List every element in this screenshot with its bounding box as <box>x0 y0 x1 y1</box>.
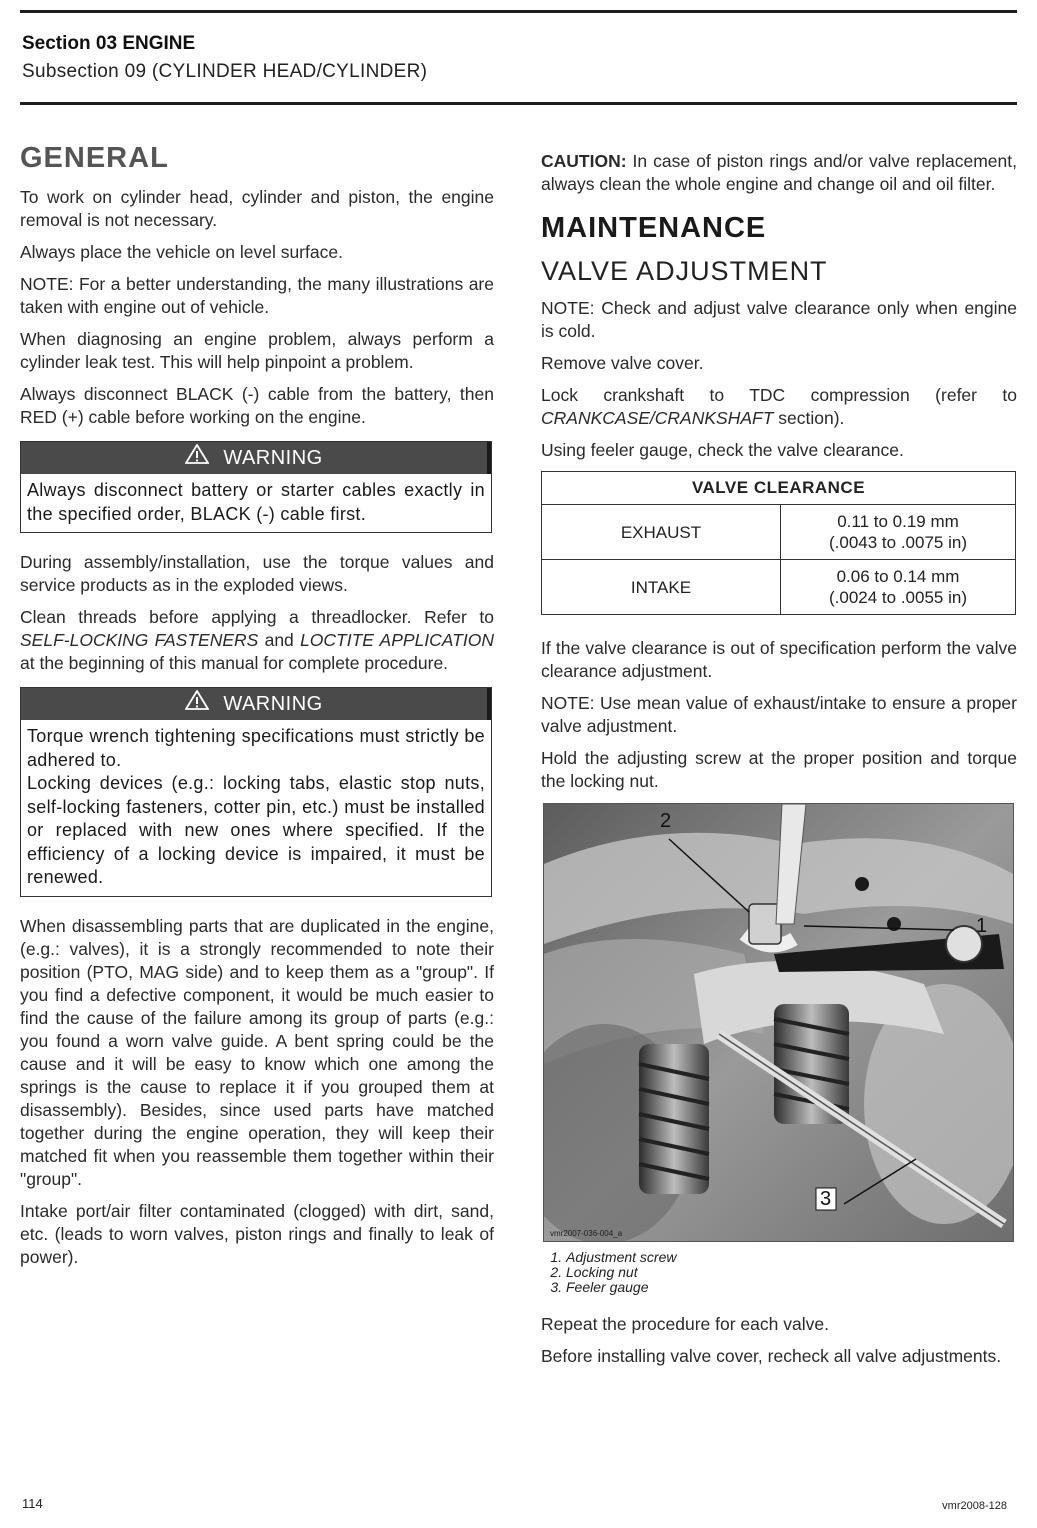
value-mm: 0.11 to 0.19 mm <box>837 512 959 531</box>
text-run: Clean threads before applying a threadlocker. Refer to <box>20 607 494 627</box>
warning-body <box>21 474 491 532</box>
valve-clearance-table <box>541 471 1016 615</box>
callout-2-label: 2 <box>660 810 672 832</box>
warning-body <box>21 720 491 896</box>
valve-spring-left <box>639 1044 709 1194</box>
document-code: vmr2008-128 <box>942 1500 1007 1512</box>
warning-header <box>21 442 491 474</box>
warning-text-1: Torque wrench tightening specifications must strictly be adhered to. <box>27 726 485 770</box>
warning-text-2: Locking devices (e.g.: locking tabs, elastic stop nuts, self-locking fasteners, cotter pin, etc.) must be installed or replaced with new ones where specified. If the efficiency of a locking device is impaired, it must be renewed. <box>27 773 485 887</box>
valve-adjustment-heading: VALVE ADJUSTMENT <box>541 256 828 286</box>
page-number: 114 <box>22 1496 43 1511</box>
note-label: NOTE: <box>541 298 595 318</box>
general-paragraph-1: To work on cylinder head, cylinder and piston, the engine removal is not necessary. <box>20 187 494 230</box>
step-out-of-spec: If the valve clearance is out of specification perform the valve clearance adjustment. <box>541 638 1017 681</box>
value-in: (.0043 to .0075 in) <box>829 533 967 552</box>
section-title: Section 03 ENGINE <box>22 33 196 54</box>
step-lock-crankshaft <box>541 384 1017 430</box>
callout-3-label: 3 <box>820 1188 832 1210</box>
note-text: For a better understanding, the many illustrations are taken with engine out of vehicle. <box>20 274 494 317</box>
reference-crankcase-crankshaft: CRANKCASE/CRANKSHAFT <box>541 408 774 428</box>
row-value <box>781 505 1016 560</box>
step-repeat: Repeat the procedure for each valve. <box>541 1314 829 1334</box>
warning-text: Always disconnect battery or starter cables exactly in the specified order, BLACK (-) cable first. <box>27 480 485 524</box>
note-text: Use mean value of exhaust/intake to ensure a proper valve adjustment. <box>541 693 1017 736</box>
row-value <box>781 560 1016 615</box>
text-run: and <box>258 630 301 650</box>
general-note <box>20 273 494 319</box>
general-paragraph-5: Always disconnect BLACK (-) cable from the battery, then RED (+) cable before working on the engine. <box>20 384 494 427</box>
step-hold-screw: Hold the adjusting screw at the proper position and torque the locking nut. <box>541 748 1017 791</box>
caution-text: In case of piston rings and/or valve replacement, always clean the whole engine and change oil and oil filter. <box>541 151 1017 194</box>
step-remove-cover: Remove valve cover. <box>541 353 704 373</box>
note-label: NOTE: <box>541 693 595 713</box>
general-heading: GENERAL <box>20 142 169 174</box>
maintenance-heading: MAINTENANCE <box>541 212 767 244</box>
note-text: Check and adjust valve clearance only when engine is cold. <box>541 298 1017 341</box>
general-paragraph-7 <box>20 606 494 675</box>
reference-self-locking-fasteners: SELF-LOCKING FASTENERS <box>20 630 259 650</box>
general-paragraph-2: Always place the vehicle on level surface. <box>20 242 343 262</box>
figure-code: vmr2007-036-004_a <box>550 1229 623 1238</box>
warning-header <box>21 688 491 720</box>
general-paragraph-6: During assembly/installation, use the torque values and service products as in the exploded views. <box>20 552 494 595</box>
value-mm: 0.06 to 0.14 mm <box>836 567 960 586</box>
step-recheck: Before installing valve cover, recheck all valve adjustments. <box>541 1346 1002 1366</box>
step-feeler-gauge: Using feeler gauge, check the valve clearance. <box>541 440 904 460</box>
valve-spring-right <box>774 1004 849 1124</box>
general-paragraph-9: Intake port/air filter contaminated (clogged) with dirt, sand, etc. (leads to worn valves, piston rings and finally to leak of power). <box>20 1200 494 1267</box>
text-run: at the beginning of this manual for complete procedure. <box>20 653 449 673</box>
reference-loctite-application: LOCTITE APPLICATION <box>300 630 494 650</box>
right-column <box>541 150 1017 1377</box>
value-in: (.0024 to .0055 in) <box>829 588 967 607</box>
note-label: NOTE: <box>20 274 74 294</box>
legend-item: 3. Feeler gauge <box>566 1280 1017 1295</box>
left-column <box>20 140 494 1278</box>
text-run: section). <box>773 408 845 428</box>
warning-triangle-icon <box>185 693 215 715</box>
valve-adjustment-figure <box>543 803 1014 1242</box>
general-paragraph-8: When disassembling parts that are duplicated in the engine, (e.g.: valves), it is a strongly recommended to note their position (PTO, MAG side) and to keep them as a "group". If you find a defective component, it would be much easier to find the cause of the failure among its group of parts (e.g.: you found a worn valve guide. A bent spring could be the cause and it will be easy to know which one among the springs is the cause to replace it if you grouped them at disassembly). Besides, since used parts have matched together during the engine operation, they will keep their matched fit when you reassemble them together within their "group". <box>20 915 494 1189</box>
header-top-rule <box>20 10 1017 13</box>
warning-box-torque <box>20 687 492 897</box>
table-row <box>542 560 1016 615</box>
warning-title: WARNING <box>223 447 323 469</box>
legend-item: 1. Adjustment screw <box>566 1250 1017 1265</box>
valve-note-1 <box>541 297 1017 343</box>
valve-note-2 <box>541 692 1017 738</box>
table-title: VALVE CLEARANCE <box>542 472 1016 505</box>
warning-title: WARNING <box>223 693 323 715</box>
text-run: Lock crankshaft to TDC compression (refer to <box>541 385 1017 405</box>
caution-label: CAUTION: <box>541 151 627 171</box>
header-bottom-rule <box>20 102 1017 105</box>
legend-item: 2. Locking nut <box>566 1265 1017 1280</box>
engine-illustration <box>544 804 1013 1241</box>
caution-paragraph <box>541 150 1017 196</box>
figure-legend <box>541 1250 1017 1295</box>
warning-triangle-icon <box>185 447 215 469</box>
callout-1-label: 1 <box>976 915 988 937</box>
subsection-title: Subsection 09 (CYLINDER HEAD/CYLINDER) <box>22 61 428 82</box>
general-paragraph-4: When diagnosing an engine problem, always perform a cylinder leak test. This will help pinpoint a problem. <box>20 329 494 372</box>
row-name: INTAKE <box>542 560 781 615</box>
table-row <box>542 505 1016 560</box>
row-name: EXHAUST <box>542 505 781 560</box>
warning-box-battery <box>20 441 492 533</box>
